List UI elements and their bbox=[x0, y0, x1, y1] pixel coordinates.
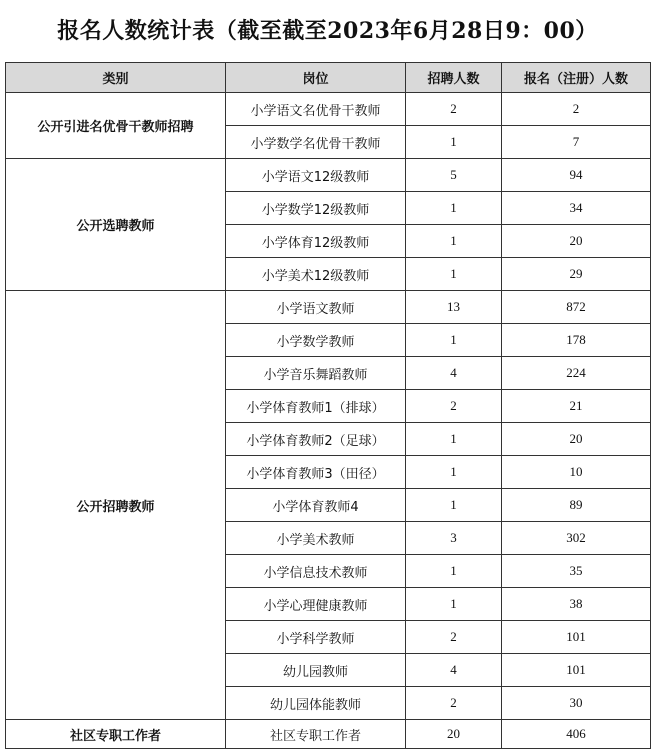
recruit-count-cell: 3 bbox=[406, 522, 502, 555]
registered-count-cell: 89 bbox=[502, 489, 651, 522]
position-cell: 小学体育教师1（排球） bbox=[226, 390, 406, 423]
recruit-count-cell: 4 bbox=[406, 357, 502, 390]
registered-count-cell: 20 bbox=[502, 423, 651, 456]
registered-count-cell: 224 bbox=[502, 357, 651, 390]
position-cell: 小学数学教师 bbox=[226, 324, 406, 357]
recruit-count-cell: 2 bbox=[406, 93, 502, 126]
registered-count-cell: 35 bbox=[502, 555, 651, 588]
table-row bbox=[6, 291, 651, 324]
registered-count-cell: 21 bbox=[502, 390, 651, 423]
recruit-count-cell: 1 bbox=[406, 456, 502, 489]
category-cell: 公开选聘教师 bbox=[6, 159, 226, 291]
position-cell: 小学美术12级教师 bbox=[226, 258, 406, 291]
recruit-count-cell: 1 bbox=[406, 258, 502, 291]
registered-count-cell: 872 bbox=[502, 291, 651, 324]
position-cell: 小学科学教师 bbox=[226, 621, 406, 654]
registered-count-cell: 94 bbox=[502, 159, 651, 192]
table-header-row bbox=[6, 63, 651, 93]
registered-count-cell: 29 bbox=[502, 258, 651, 291]
page-title: 报名人数统计表（截至截至2023年6月28日9：00） bbox=[57, 18, 598, 44]
position-cell: 小学信息技术教师 bbox=[226, 555, 406, 588]
category-cell: 社区专职工作者 bbox=[6, 720, 226, 749]
position-cell: 小学心理健康教师 bbox=[226, 588, 406, 621]
registered-count-cell: 2 bbox=[502, 93, 651, 126]
table-row bbox=[6, 159, 651, 192]
recruit-count-cell: 1 bbox=[406, 489, 502, 522]
recruit-count-cell: 2 bbox=[406, 390, 502, 423]
position-cell: 小学数学12级教师 bbox=[226, 192, 406, 225]
recruit-count-cell: 1 bbox=[406, 126, 502, 159]
registered-count-cell: 20 bbox=[502, 225, 651, 258]
registered-count-cell: 101 bbox=[502, 654, 651, 687]
registered-count-cell: 34 bbox=[502, 192, 651, 225]
table-row bbox=[6, 93, 651, 126]
position-cell: 幼儿园教师 bbox=[226, 654, 406, 687]
registered-count-cell: 10 bbox=[502, 456, 651, 489]
header-recruit-count: 招聘人数 bbox=[406, 63, 502, 93]
recruit-count-cell: 1 bbox=[406, 423, 502, 456]
registered-count-cell: 7 bbox=[502, 126, 651, 159]
recruit-count-cell: 4 bbox=[406, 654, 502, 687]
table-row bbox=[6, 720, 651, 749]
registered-count-cell: 30 bbox=[502, 687, 651, 720]
recruit-count-cell: 1 bbox=[406, 588, 502, 621]
table-body bbox=[6, 93, 651, 749]
position-cell: 幼儿园体能教师 bbox=[226, 687, 406, 720]
position-cell: 小学语文名优骨干教师 bbox=[226, 93, 406, 126]
registered-count-cell: 101 bbox=[502, 621, 651, 654]
category-cell: 公开引进名优骨干教师招聘 bbox=[6, 93, 226, 159]
header-registered-count: 报名（注册）人数 bbox=[502, 63, 651, 93]
recruit-count-cell: 13 bbox=[406, 291, 502, 324]
registered-count-cell: 302 bbox=[502, 522, 651, 555]
position-cell: 小学数学名优骨干教师 bbox=[226, 126, 406, 159]
recruit-count-cell: 1 bbox=[406, 555, 502, 588]
position-cell: 小学体育12级教师 bbox=[226, 225, 406, 258]
recruit-count-cell: 2 bbox=[406, 687, 502, 720]
recruit-count-cell: 1 bbox=[406, 192, 502, 225]
registered-count-cell: 178 bbox=[502, 324, 651, 357]
position-cell: 小学体育教师2（足球） bbox=[226, 423, 406, 456]
recruit-count-cell: 2 bbox=[406, 621, 502, 654]
registered-count-cell: 38 bbox=[502, 588, 651, 621]
position-cell: 小学语文教师 bbox=[226, 291, 406, 324]
registration-table bbox=[5, 62, 651, 749]
position-cell: 小学语文12级教师 bbox=[226, 159, 406, 192]
recruit-count-cell: 1 bbox=[406, 324, 502, 357]
position-cell: 小学美术教师 bbox=[226, 522, 406, 555]
position-cell: 小学音乐舞蹈教师 bbox=[226, 357, 406, 390]
position-cell: 小学体育教师3（田径） bbox=[226, 456, 406, 489]
category-cell: 公开招聘教师 bbox=[6, 291, 226, 720]
registered-count-cell: 406 bbox=[502, 720, 651, 749]
header-category: 类别 bbox=[6, 63, 226, 93]
position-cell: 小学体育教师4 bbox=[226, 489, 406, 522]
recruit-count-cell: 20 bbox=[406, 720, 502, 749]
position-cell: 社区专职工作者 bbox=[226, 720, 406, 749]
header-position: 岗位 bbox=[226, 63, 406, 93]
recruit-count-cell: 5 bbox=[406, 159, 502, 192]
recruit-count-cell: 1 bbox=[406, 225, 502, 258]
